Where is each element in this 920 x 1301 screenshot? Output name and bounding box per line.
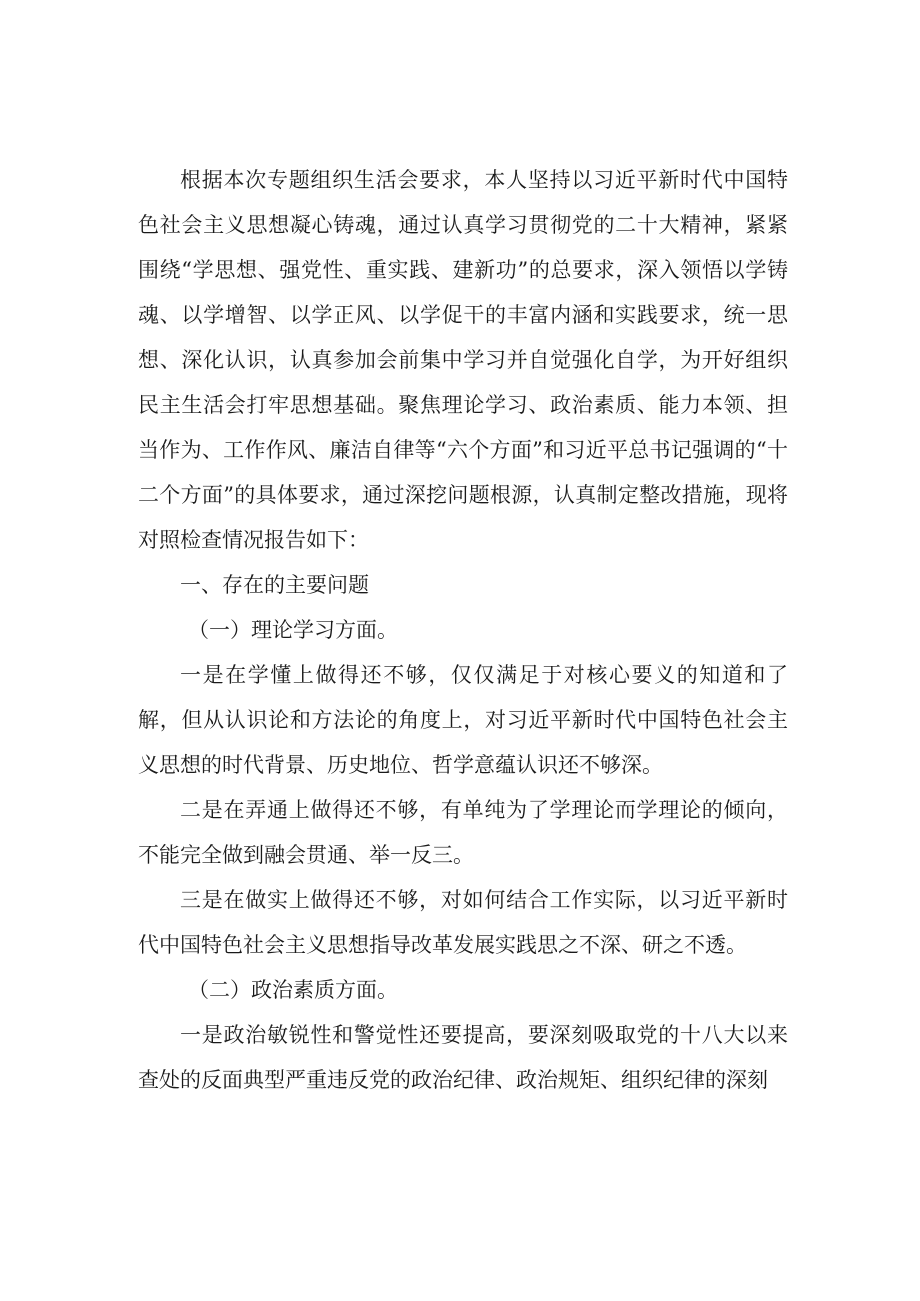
intro-paragraph: 根据本次专题组织生活会要求，本人坚持以习近平新时代中国特色社会主义思想凝心铸魂，通过认真学习贯彻党的二十大精神，紧紧围绕“学思想、强党性、重实践、建新功”的总要求，深入领悟以学铸魂、以学增智、以学正风、以学促干的丰富内涵和实践要求，统一思想、深化认识，认真参加会前集中学习并自觉强化自学，为开好组织民主生活会打牢思想基础。聚焦理论学习、政治素质、能力本领、担当作为、工作作风、廉洁自律等“六个方面”和习近平总书记强调的“十二个方面”的具体要求，通过深挖问题根源，认真制定整改措施，现将对照检查情况报告如下： <box>138 168 788 552</box>
theory-point-3: 三是在做实上做得还不够，对如何结合工作实际，以习近平新时代中国特色社会主义思想指导改革发展实践思之不深、研之不透。 <box>138 888 788 957</box>
subsection-heading-political-quality: （二）政治素质方面。 <box>188 978 398 1002</box>
section-heading-main-problems: 一、存在的主要问题 <box>180 573 369 597</box>
theory-point-2: 二是在弄通上做得还不够，有单纯为了学理论而学理论的倾向，不能完全做到融会贯通、举一反三。 <box>138 798 788 867</box>
subsection-heading-theory-study: （一）理论学习方面。 <box>188 618 398 642</box>
theory-point-1: 一是在学懂上做得还不够，仅仅满足于对核心要义的知道和了解，但从认识论和方法论的角度上，对习近平新时代中国特色社会主义思想的时代背景、历史地位、哲学意蕴认识还不够深。 <box>138 663 788 777</box>
political-point-1: 一是政治敏锐性和警觉性还要提高，要深刻吸取党的十八大以来查处的反面典型严重违反党的政治纪律、政治规矩、组织纪律的深刻 <box>138 1023 788 1092</box>
document-body <box>138 158 788 1103</box>
